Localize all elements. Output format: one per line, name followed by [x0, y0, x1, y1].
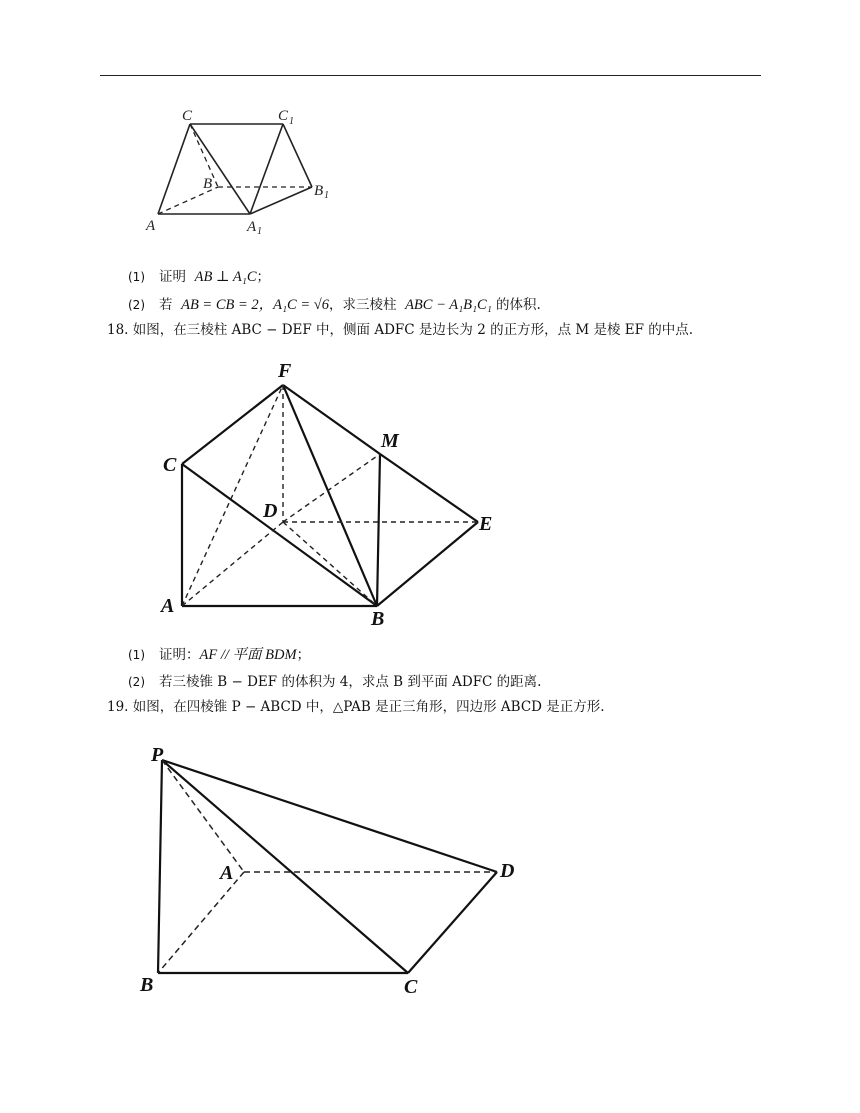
label-D: D [500, 860, 515, 882]
label-B1-sub: 1 [324, 190, 329, 201]
label-C: C [163, 454, 177, 476]
label-B1: B [314, 183, 324, 199]
label-C: C [182, 108, 193, 124]
q17-part1: (1) 证明 AB ⊥ A₁C； [128, 269, 271, 285]
label-A1: A [247, 219, 257, 235]
label-B: B [140, 974, 154, 996]
q19-stem: 19. 如图，在四棱锥 P − ABCD 中，△PAB 是正三角形，四边形 ABCD 是正方形. [107, 699, 605, 715]
label-C1-sub: 1 [289, 116, 294, 127]
label-B: B [203, 176, 213, 192]
label-A1-sub: 1 [257, 226, 262, 237]
label-P: P [151, 744, 164, 766]
q18-part1: (1) 证明：AF // 平面 BDM； [128, 647, 311, 663]
label-A: A [220, 862, 234, 884]
label-C1: C [278, 108, 289, 124]
label-M: M [381, 430, 399, 452]
q18-part2: (2) 若三棱锥 B − DEF 的体积为 4，求点 B 到平面 ADFC 的距离. [128, 674, 542, 690]
label-D: D [263, 500, 278, 522]
label-A: A [161, 595, 175, 617]
label-C: C [404, 976, 418, 998]
q17-part2: (2) 若 AB = CB = 2，A₁C = √6，求三棱柱 ABC − A₁B₁C₁ 的体积. [128, 297, 541, 313]
label-F: F [278, 360, 292, 382]
label-E: E [479, 513, 493, 535]
label-B: B [371, 608, 385, 630]
label-A: A [146, 218, 156, 234]
q18-stem: 18. 如图，在三棱柱 ABC − DEF 中，侧面 ADFC 是边长为 2 的正方形，点 M 是棱 EF 的中点. [107, 322, 694, 338]
